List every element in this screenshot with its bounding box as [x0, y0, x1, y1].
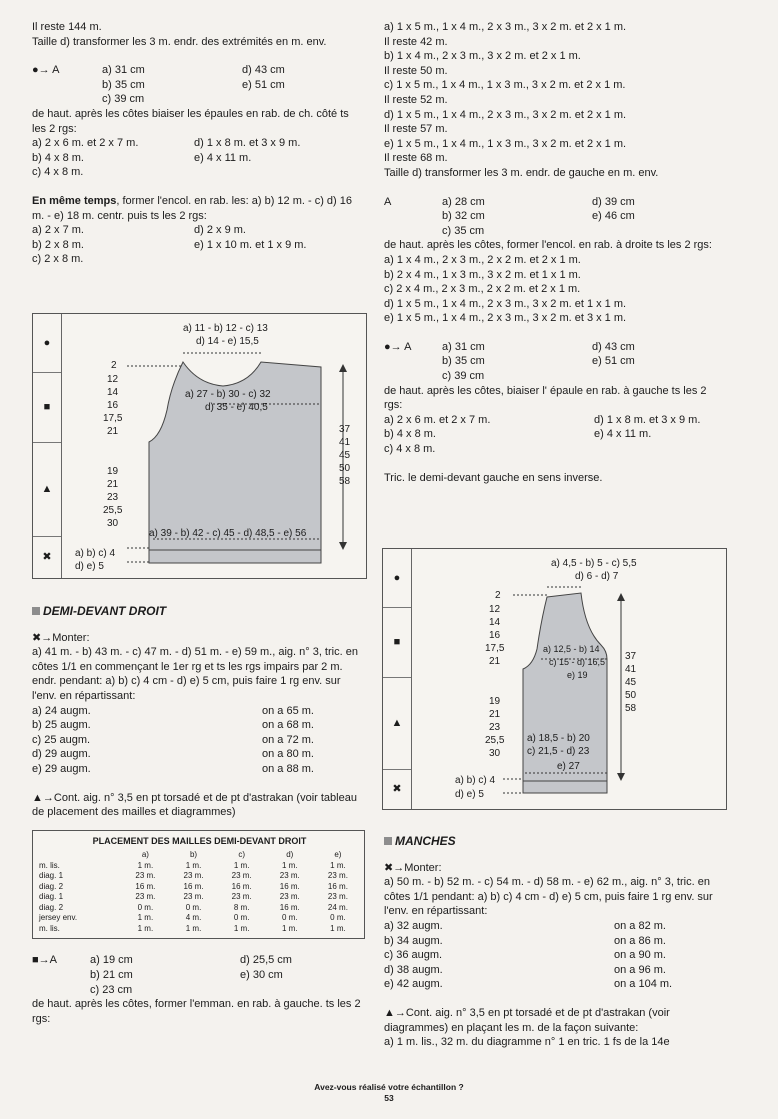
- diagram-label: 37: [339, 424, 351, 435]
- table-cell: 23 m.: [279, 871, 300, 881]
- diagram-label: a) b) c) 4: [75, 548, 116, 559]
- table-cell: 1 m.: [282, 860, 298, 870]
- diagram-label: a) b) c) 4: [455, 775, 496, 786]
- size-value: d) 25,5 cm: [240, 954, 292, 967]
- increase-value: d) 29 augm.: [32, 748, 91, 761]
- increase-value: a) 24 augm.: [32, 704, 91, 717]
- stitch-count: on a 68 m.: [262, 719, 314, 732]
- decrease-value: e) 4 x 11 m.: [194, 151, 252, 164]
- garment-outline: [383, 549, 726, 809]
- row-label: m. lis.: [39, 923, 60, 933]
- right-column: [384, 20, 724, 485]
- footer-question: Avez-vous réalisé votre échantillon ?: [314, 1082, 464, 1092]
- diagram-label: 50: [625, 690, 637, 701]
- table-row: [37, 861, 362, 872]
- diagram-label: 21: [107, 479, 119, 490]
- diagram-label: 41: [625, 664, 637, 675]
- diagram-label: 21: [489, 656, 501, 667]
- text-paragraph: de haut. après les côtes, former l'emman. en rab. à gauche. ts les 2 rgs:: [32, 998, 361, 1025]
- text-paragraph: ▲→Cont. aig. n° 3,5 en pt torsadé et de pt d'astrakan (voir tableau de placement des mailles et diagrammes): [32, 791, 357, 819]
- increase-list: [384, 919, 724, 992]
- size-value: c) 23 cm: [90, 983, 133, 996]
- text-paragraph: a) 50 m. - b) 52 m. - c) 54 m. - d) 58 m. - e) 62 m., aig. n° 3, tric. en côtes 1/1 pendant: a) b) c) 4 cm - d) e) 5 cm, puis faire 1 rg env. sur l'env. en répartissant:: [384, 876, 713, 918]
- diagram-label: 17,5: [103, 413, 123, 424]
- table-cell: 23 m.: [135, 892, 156, 902]
- stitch-count: on a 86 m.: [614, 934, 666, 947]
- decrease-value: d) 1 x 5 m., 1 x 4 m., 2 x 3 m., 3 x 2 m. et 1 x 1 m.: [384, 297, 627, 310]
- column-header: b): [189, 850, 198, 860]
- heading-text: DEMI-DEVANT DROIT: [43, 604, 167, 618]
- size-value: c) 35 cm: [442, 224, 485, 237]
- table-cell: 16 m.: [183, 881, 204, 891]
- diagram-label: a) 4,5 - b) 5 - c) 5,5: [551, 558, 637, 569]
- decrease-value: c) 2 x 8 m.: [32, 253, 84, 266]
- table-cell: 16 m.: [231, 881, 252, 891]
- table-cell: 23 m.: [135, 871, 156, 881]
- diagram-label: 45: [339, 450, 351, 461]
- table-cell: 1 m.: [233, 923, 250, 933]
- square-icon: [384, 837, 392, 845]
- table-cell: 1 m.: [233, 860, 250, 870]
- row-label: diag. 2: [39, 902, 64, 912]
- diagram-label: 37: [625, 651, 637, 662]
- table-cell: 16 m.: [279, 881, 300, 891]
- size-block: [384, 195, 724, 239]
- table-cell: 1 m.: [330, 923, 346, 933]
- step-symbol: ●→ A: [32, 64, 60, 77]
- diagram-label: 25,5: [485, 735, 505, 746]
- diagram-label: d) 14 - e) 15,5: [196, 336, 259, 347]
- decrease-value: a) 2 x 7 m.: [32, 224, 84, 237]
- triangle-icon: ▲: [383, 677, 411, 770]
- size-value: b) 21 cm: [90, 968, 133, 981]
- text-line: Taille d) transformer les 3 m. endr. de gauche en m. env.: [384, 166, 659, 179]
- table-cell: 1 m.: [330, 860, 346, 870]
- table-cell: 23 m.: [183, 892, 204, 902]
- increase-value: c) 36 augm.: [384, 949, 443, 962]
- diagram-label: d) e) 5: [75, 561, 104, 572]
- table-cell: 4 m.: [185, 913, 202, 923]
- increase-value: b) 34 augm.: [384, 934, 443, 947]
- text-line: b) 1 x 4 m., 2 x 3 m., 3 x 2 m. et 2 x 1 m.: [384, 50, 581, 63]
- diagram-label: 21: [107, 426, 119, 437]
- text-paragraph: [32, 194, 365, 223]
- decrease-value: e) 1 x 10 m. et 1 x 9 m.: [194, 238, 307, 251]
- diagram-label: 16: [489, 630, 501, 641]
- size-value: b) 35 cm: [442, 355, 485, 368]
- table-header-row: [37, 850, 362, 861]
- diagram-label: 12: [107, 374, 119, 385]
- stitch-count: on a 72 m.: [262, 733, 314, 746]
- diagram-label: a) 27 - b) 30 - c) 32: [185, 389, 271, 400]
- diagram-label: 45: [625, 677, 637, 688]
- diagram-label: 30: [107, 518, 119, 529]
- text-line: Il reste 144 m.: [32, 21, 102, 33]
- size-value: d) 43 cm: [242, 64, 285, 77]
- stitch-count: on a 96 m.: [614, 963, 666, 976]
- size-block: [384, 340, 724, 384]
- size-value: e) 30 cm: [240, 968, 283, 981]
- diagram-label: 30: [489, 748, 501, 759]
- column-header: a): [141, 850, 149, 860]
- diagram-label: c) 21,5 - d) 23: [527, 746, 590, 757]
- diagram-label: a) 12,5 - b) 14: [543, 644, 600, 654]
- size-value: a) 31 cm: [102, 64, 145, 77]
- decrease-value: a) 2 x 6 m. et 2 x 7 m.: [32, 137, 139, 150]
- size-block: [32, 953, 365, 997]
- diagram-label: 21: [489, 709, 501, 720]
- decrease-value: d) 1 x 8 m. et 3 x 9 m.: [594, 413, 701, 426]
- table-cell: 0 m.: [282, 913, 298, 923]
- table-row: [37, 892, 362, 903]
- stitch-count: on a 104 m.: [614, 978, 673, 991]
- stitch-count: on a 82 m.: [614, 919, 666, 932]
- bold-text: En même temps: [32, 194, 117, 207]
- table-cell: 1 m.: [282, 923, 298, 933]
- stitch-count: on a 90 m.: [614, 949, 666, 962]
- diagram-label: 16: [107, 400, 119, 411]
- size-value: e) 51 cm: [592, 355, 635, 368]
- diagram-label: d) e) 5: [455, 789, 484, 800]
- table-cell: 16 m.: [279, 902, 300, 912]
- decrease-value: d) 1 x 8 m. et 3 x 9 m.: [194, 137, 301, 150]
- increase-value: b) 25 augm.: [32, 719, 91, 732]
- column-header: d): [286, 850, 294, 860]
- cross-icon: ✖: [392, 782, 402, 795]
- text-paragraph: de haut. après les côtes, biaiser l' épaule en rab. à gauche ts les 2 rgs:: [384, 384, 707, 412]
- diagram-label: 41: [339, 437, 351, 448]
- text-line: Il reste 52 m.: [384, 93, 448, 106]
- table-cell: 1 m.: [137, 913, 154, 923]
- table-cell: 0 m.: [233, 913, 250, 923]
- size-value: a) 19 cm: [90, 954, 133, 967]
- text-line: Tric. le demi-devant gauche en sens inverse.: [384, 471, 603, 484]
- diagram-label: 14: [489, 617, 501, 628]
- table-row: [37, 924, 362, 935]
- right-column-lower: [384, 828, 724, 1050]
- stitch-count: on a 80 m.: [262, 748, 314, 761]
- decrease-list: [384, 413, 724, 457]
- diagram-label: 23: [107, 492, 119, 503]
- square-icon: ■: [383, 607, 411, 678]
- section-heading: [384, 834, 724, 849]
- decrease-value: c) 4 x 8 m.: [32, 166, 84, 179]
- diagram-label: 19: [489, 696, 501, 707]
- step-symbol: ●→ A: [384, 340, 412, 353]
- stitch-count: on a 88 m.: [262, 762, 314, 775]
- size-value: e) 51 cm: [242, 78, 285, 91]
- diagram-label: a) 11 - b) 12 - c) 13: [183, 323, 268, 334]
- size-value: b) 32 cm: [442, 210, 485, 223]
- diagram-label: 25,5: [103, 505, 123, 516]
- row-label: m. lis.: [39, 860, 60, 870]
- decrease-value: a) 1 x 4 m., 2 x 3 m., 2 x 2 m. et 2 x 1 m.: [384, 253, 581, 266]
- decrease-value: e) 4 x 11 m.: [594, 428, 652, 441]
- size-value: c) 39 cm: [442, 370, 485, 383]
- table-cell: 23 m.: [327, 871, 348, 881]
- left-column-lower: [32, 598, 365, 1026]
- paragraph-text: , former l'encol. en rab. les: a) b) 12 m. - c) d) 16 m. - e) 18 m. centr. puis ts les 2 rgs:: [32, 194, 353, 222]
- row-label: diag. 1: [39, 892, 64, 902]
- dot-icon: ●: [33, 314, 61, 373]
- table-cell: 24 m.: [327, 902, 348, 912]
- text-line: ✖→Monter:: [32, 631, 90, 644]
- decrease-value: b) 2 x 4 m., 1 x 3 m., 3 x 2 m. et 1 x 1 m.: [384, 268, 581, 281]
- text-line: a) 1 x 5 m., 1 x 4 m., 2 x 3 m., 3 x 2 m. et 2 x 1 m.: [384, 21, 627, 33]
- diagram-label: 23: [489, 722, 501, 733]
- table-cell: 1 m.: [185, 923, 202, 933]
- diagram-label: c) 15 - d) 16,5: [549, 657, 606, 667]
- table-cell: 16 m.: [327, 881, 348, 891]
- text-paragraph: a) 1 m. lis., 32 m. du diagramme n° 1 en tric. 1 fs de la 14e: [384, 1036, 670, 1049]
- increase-value: d) 38 augm.: [384, 963, 443, 976]
- step-symbol: ■→A: [32, 954, 57, 967]
- column-header: e): [334, 850, 342, 860]
- diagram-label: 19: [107, 466, 119, 477]
- increase-value: e) 29 augm.: [32, 762, 91, 775]
- heading-text: MANCHES: [395, 834, 456, 848]
- page-number: 53: [384, 1093, 394, 1103]
- row-label: diag. 2: [39, 881, 64, 891]
- triangle-icon: ▲: [33, 442, 61, 537]
- table-cell: 23 m.: [327, 892, 348, 902]
- diagram-label: d) 35 - e) 40,5: [205, 402, 268, 413]
- diagram-label: 17,5: [485, 643, 505, 654]
- square-icon: ■: [33, 372, 61, 443]
- decrease-value: b) 4 x 8 m.: [384, 428, 436, 441]
- text-line: Il reste 68 m.: [384, 152, 448, 165]
- table-cell: 0 m.: [185, 902, 202, 912]
- schematic-right-front: [32, 313, 367, 579]
- decrease-value: c) 4 x 8 m.: [384, 443, 436, 456]
- size-value: b) 35 cm: [102, 78, 145, 91]
- decrease-value: d) 2 x 9 m.: [194, 224, 246, 237]
- size-value: c) 39 cm: [102, 93, 145, 106]
- increase-value: e) 42 augm.: [384, 978, 443, 991]
- table-cell: 23 m.: [183, 871, 204, 881]
- text-line: e) 1 x 5 m., 1 x 4 m., 1 x 3 m., 3 x 2 m. et 2 x 1 m.: [384, 137, 627, 150]
- table-cell: 23 m.: [279, 892, 300, 902]
- table-cell: 0 m.: [330, 913, 346, 923]
- size-block: [32, 63, 365, 107]
- text-line: d) 1 x 5 m., 1 x 4 m., 2 x 3 m., 3 x 2 m. et 2 x 1 m.: [384, 108, 627, 121]
- table-cell: 1 m.: [185, 860, 202, 870]
- diagram-label: 58: [625, 703, 637, 714]
- column-header: c): [238, 850, 245, 860]
- diagram-label: 2: [495, 590, 501, 601]
- text-line: de haut. après les côtes biaiser les épaules en rab. de ch. côté ts les 2 rgs:: [32, 107, 349, 135]
- diagram-label: 58: [339, 476, 351, 487]
- decrease-list: [32, 136, 365, 180]
- text-paragraph: ▲→Cont. aig. n° 3,5 en pt torsadé et de pt d'astrakan (voir diagrammes) en plaçant les m. de la façon suivante:: [384, 1006, 670, 1034]
- table-cell: 23 m.: [231, 871, 252, 881]
- table-row: [37, 882, 362, 893]
- decrease-value: e) 1 x 5 m., 1 x 4 m., 2 x 3 m., 3 x 2 m. et 3 x 1 m.: [384, 312, 627, 325]
- section-heading: [32, 604, 365, 619]
- table-caption: PLACEMENT DES MAILLES DEMI-DEVANT DROIT: [92, 835, 307, 846]
- diagram-label: e) 19: [567, 670, 588, 680]
- increase-list: [32, 704, 365, 777]
- table-cell: 16 m.: [135, 881, 156, 891]
- page-footer: [0, 1082, 778, 1104]
- decrease-value: a) 2 x 6 m. et 2 x 7 m.: [384, 413, 491, 426]
- size-value: a) 31 cm: [442, 340, 485, 353]
- table-cell: 0 m.: [137, 902, 154, 912]
- left-column: [32, 20, 365, 267]
- decrease-list: [32, 223, 365, 267]
- table-row: [37, 913, 362, 924]
- text-line: ✖→Monter:: [384, 861, 442, 874]
- cross-icon: ✖: [42, 550, 52, 563]
- size-value: d) 43 cm: [592, 340, 635, 353]
- column-header: [37, 850, 121, 861]
- square-icon: [32, 607, 40, 615]
- dot-icon: ●: [383, 549, 411, 608]
- decrease-value: b) 4 x 8 m.: [32, 151, 84, 164]
- diagram-label: e) 27: [557, 761, 580, 772]
- size-value: a) 28 cm: [442, 195, 485, 208]
- row-label: diag. 1: [39, 871, 64, 881]
- stitch-placement-table: [32, 830, 365, 940]
- diagram-label: 14: [107, 387, 119, 398]
- table-row: [37, 871, 362, 882]
- text-line: Taille d) transformer les 3 m. endr. des extrémités en m. env.: [32, 35, 327, 48]
- table-cell: 23 m.: [231, 892, 252, 902]
- text-line: Il reste 42 m.: [384, 35, 448, 48]
- text-line: Il reste 57 m.: [384, 123, 448, 136]
- diagram-label: a) 39 - b) 42 - c) 45 - d) 48,5 - e) 56: [149, 528, 307, 539]
- table-cell: 1 m.: [137, 860, 154, 870]
- diagram-label: a) 18,5 - b) 20: [527, 733, 590, 744]
- diagram-label: 50: [339, 463, 351, 474]
- text-paragraph: a) 41 m. - b) 43 m. - c) 47 m. - d) 51 m. - e) 59 m., aig. n° 3, tric. en côtes 1/1 en commençant le 1er rg et ts les rgs impairs par 2 m. endr. pendant: a) b) c) 4 cm - d) e) 5 cm, puis faire 1 rg env. sur l'env. en répartissant:: [32, 646, 358, 702]
- table-row: [37, 903, 362, 914]
- step-symbol: A: [384, 195, 392, 208]
- table-cell: 8 m.: [233, 902, 250, 912]
- text-paragraph: de haut. après les côtes, former l'encol. en rab. à droite ts les 2 rgs:: [384, 239, 712, 252]
- diagram-label: 2: [111, 360, 117, 371]
- table-cell: 1 m.: [137, 923, 154, 933]
- placement-table: [37, 831, 362, 935]
- increase-value: c) 25 augm.: [32, 733, 91, 746]
- text-line: Il reste 50 m.: [384, 64, 448, 77]
- diagram-label: d) 6 - d) 7: [575, 571, 619, 582]
- text-line: c) 1 x 5 m., 1 x 4 m., 1 x 3 m., 3 x 2 m. et 2 x 1 m.: [384, 79, 626, 92]
- increase-value: a) 32 augm.: [384, 919, 443, 932]
- size-value: d) 39 cm: [592, 195, 635, 208]
- row-label: jersey env.: [39, 913, 78, 923]
- diagram-label: 12: [489, 604, 501, 615]
- decrease-value: b) 2 x 8 m.: [32, 238, 84, 251]
- size-value: e) 46 cm: [592, 210, 635, 223]
- decrease-value: c) 2 x 4 m., 2 x 3 m., 2 x 2 m. et 2 x 1 m.: [384, 283, 581, 296]
- schematic-left-front: [382, 548, 727, 810]
- stitch-count: on a 65 m.: [262, 704, 314, 717]
